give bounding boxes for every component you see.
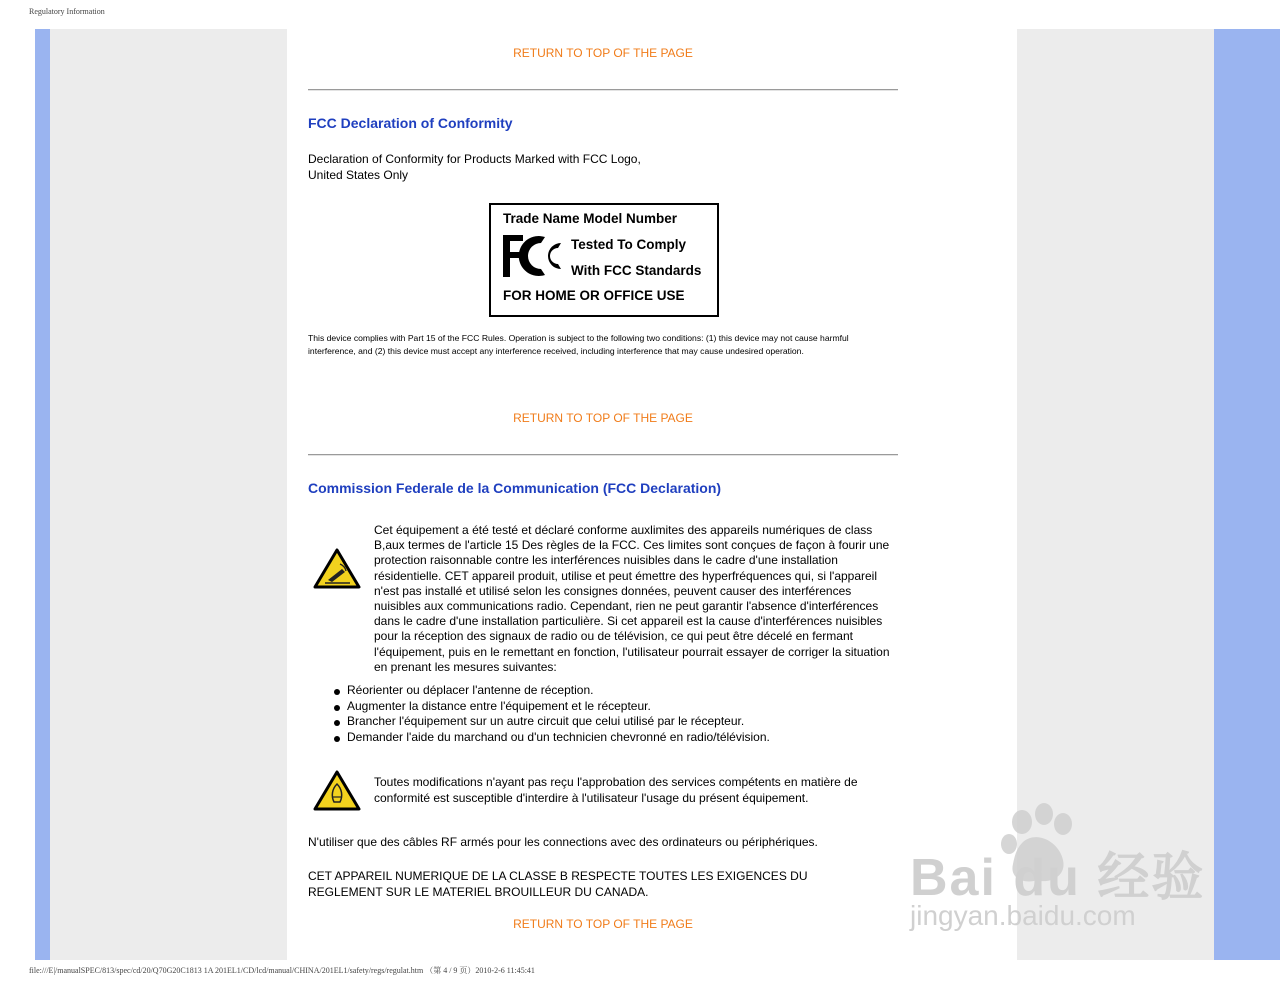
french-paragraph: Cet équipement a été testé et déclaré conforme auxlimites des appareils numériques de class B,aux termes de l'article 15 Des règles de la FCC. Ces limites sont conçues de façon à fourir une protection raisonnable contre les interférences nuisibles dans le cadre d'une installation résidentielle. CET appareil produit, utilise et peut émettre des hyperfréquences qui, si l'appareil n'est pas installé et utilisé selon les consignes données, peuvent causer des interférences nuisibles aux communications radio. Cependant, rien ne peut garantir l'absence d'interférences dans le cadre d'une installation particulière. Si cet appareil est la cause d'interférences nuisibles pour la réception des signaux de radio ou de télévision, ce qui peut être décelé en fermant l'équipement, puis en le remettant en fonction, l'utilisateur pourrait essayer de corriger la situation en prenant les mesures suivantes: [374, 523, 890, 674]
return-to-top-link[interactable]: RETURN TO TOP OF THE PAGE [513, 46, 693, 60]
modification-warning: Toutes modifications n'ayant pas reçu l'approbation des services compétents en matière de conformité est susceptible d'interdire à l'utilisateur l'usage du présent équipement. [374, 775, 858, 805]
fcc-compliance-text: This device complies with Part 15 of the FCC Rules. Operation is subject to the following two conditions: (1) this device may not cause harmful interference, and (2) this device must accept any interference received, including interference that may cause undesired operation. [308, 333, 849, 356]
fcc-label-standards: With FCC Standards [571, 263, 702, 278]
fcc-label-tested: Tested To Comply [571, 237, 687, 252]
cable-note: N'utiliser que des câbles RF armés pour les connections avec des ordinateurs ou périphériques. [308, 835, 818, 849]
section-divider [308, 454, 898, 456]
list-item: Brancher l'équipement sur un autre circuit que celui utilisé par le récepteur. [347, 714, 770, 730]
list-item: Demander l'aide du marchand ou d'un technicien chevronné en radio/télévision. [347, 729, 770, 744]
fcc-label-trade-name: Trade Name Model Number [503, 211, 678, 226]
print-header: Regulatory Information [29, 7, 105, 16]
return-to-top-link[interactable]: RETURN TO TOP OF THE PAGE [513, 917, 693, 931]
right-blue-bar [1214, 29, 1280, 960]
return-to-top-link[interactable]: RETURN TO TOP OF THE PAGE [513, 411, 693, 425]
fcc-label-home-office: FOR HOME OR OFFICE USE [503, 288, 685, 303]
fcc-intro-line1: Declaration of Conformity for Products Marked with FCC Logo, [308, 152, 641, 166]
measures-list [330, 683, 770, 745]
fcc-logo-icon [501, 233, 565, 279]
section-divider [308, 89, 898, 91]
watermark-brand: Bai du 经验 [910, 849, 1206, 907]
fcc-logo-label [489, 203, 719, 317]
french-fcc-heading: Commission Federale de la Communication (FCC Declaration) [308, 480, 722, 496]
canada-note: CET APPAREIL NUMERIQUE DE LA CLASSE B RESPECTE TOUTES LES EXIGENCES DU REGLEMENT SUR LE MATERIEL BROUILLEUR DU CANADA. [308, 869, 808, 899]
left-gray-panel [50, 29, 287, 960]
fcc-declaration-heading: FCC Declaration of Conformity [308, 115, 513, 131]
print-footer: file:///E|/manualSPEC/813/spec/cd/20/Q70G20C1813 1A 201EL1/CD/lcd/manual/CHINA/201EL1/safety/regs/regulat.htm （第 4 / 9 页）2010-2-6 11:45:41 [29, 966, 535, 975]
baidu-watermark [905, 800, 1205, 945]
fcc-intro [308, 151, 641, 183]
watermark-url: jingyan.baidu.com [910, 900, 1136, 931]
warning-icon [312, 547, 362, 591]
list-item: Réorienter ou déplacer l'antenne de réception. [347, 683, 770, 699]
caution-icon [312, 769, 362, 813]
left-blue-bar [35, 29, 50, 960]
list-item: Augmenter la distance entre l'équipement et le récepteur. [347, 699, 770, 715]
fcc-intro-line2: United States Only [308, 168, 409, 182]
